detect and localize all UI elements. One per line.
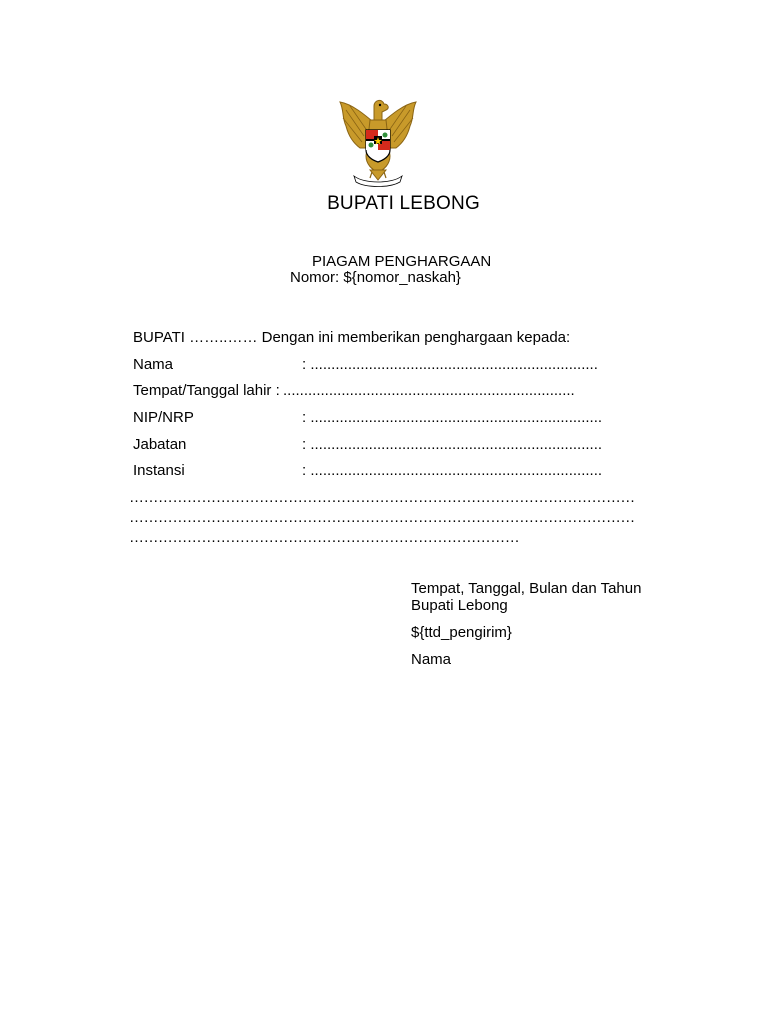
signature-placeholder: ${ttd_pengirim} — [411, 624, 512, 641]
signature-name: Nama — [411, 651, 452, 668]
field-label-nip-nrp: NIP/NRP — [133, 409, 194, 426]
document-number: Nomor: ${nomor_naskah} — [290, 269, 461, 286]
intro-text: BUPATI ……..…… Dengan ini memberikan penghargaan kepada: — [133, 329, 571, 346]
field-label-nama: Nama — [133, 356, 174, 373]
page-title: BUPATI LEBONG — [327, 193, 480, 214]
field-value-nama: : ..................................................................... — [302, 356, 598, 373]
dotted-line: …………………………………………………………………………………………… — [129, 509, 635, 526]
dotted-line: ……………………………………………………………………… — [129, 529, 520, 546]
field-label-jabatan: Jabatan — [133, 436, 187, 453]
document-subtitle: PIAGAM PENGHARGAAN — [312, 253, 492, 270]
signature-place-date: Tempat, Tanggal, Bulan dan Tahun — [411, 580, 642, 597]
field-label-instansi: Instansi — [133, 462, 185, 479]
field-value-nip-nrp: : ...................................................................... — [302, 409, 603, 426]
field-value-tempat-tanggal-lahir: ...................................................................... — [283, 382, 575, 399]
field-value-jabatan: : ...................................................................... — [302, 436, 603, 453]
field-value-instansi: : ...................................................................... — [302, 462, 603, 479]
dotted-line: …………………………………………………………………………………………… — [129, 489, 635, 506]
garuda-pancasila-emblem-icon — [334, 96, 422, 188]
field-label-tempat-tanggal-lahir: Tempat/Tanggal lahir : — [133, 382, 280, 399]
signature-position: Bupati Lebong — [411, 597, 508, 614]
